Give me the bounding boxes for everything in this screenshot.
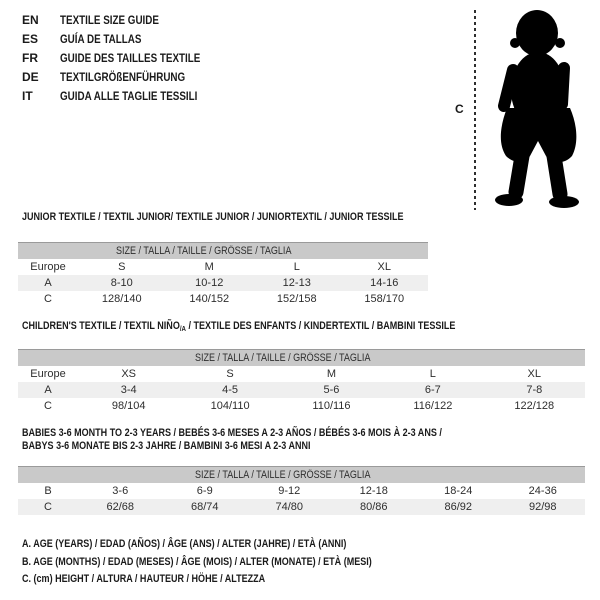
toddler-silhouette-icon — [482, 8, 598, 214]
children-textile-section — [18, 320, 585, 414]
legend-text: B. AGE (MONTHS) / EDAD (MESES) / ÂGE (MOIS) / ALTER (MONATE) / ETÀ (MESI) — [22, 555, 372, 568]
language-title: GUIDE DES TAILLES TEXTILE — [60, 50, 201, 65]
size-cell: 7-8 — [526, 384, 543, 396]
size-cell: 12-13 — [282, 277, 311, 289]
size-cell: L — [293, 261, 300, 273]
size-cell: L — [429, 368, 436, 380]
row-label: A — [44, 277, 52, 289]
size-cell: 104/110 — [210, 400, 250, 412]
language-title: GUIDA ALLE TAGLIE TESSILI — [60, 88, 198, 103]
language-code: IT — [22, 88, 33, 103]
section-title-text: JUNIOR TEXTILE / TEXTIL JUNIOR/ TEXTILE JUNIOR / JUNIORTEXTIL / JUNIOR TESSILE — [22, 211, 404, 223]
table-row — [18, 499, 585, 515]
size-cell: 140/152 — [189, 293, 230, 305]
size-cell: 24-36 — [528, 485, 557, 497]
size-cell: XS — [121, 368, 137, 380]
language-title: TEXTILE SIZE GUIDE — [60, 12, 159, 27]
size-header-bar — [18, 467, 585, 484]
size-cell: M — [326, 368, 337, 380]
legend-text: C. (cm) HEIGHT / ALTURA / HAUTEUR / HÖHE / ALTEZZA — [22, 573, 266, 585]
row-label: Europe — [30, 368, 66, 380]
size-cell: 86/92 — [444, 501, 473, 513]
table-row — [18, 366, 585, 382]
measure-legend — [22, 536, 449, 589]
row-label: B — [44, 485, 52, 497]
size-cell: 3-6 — [112, 485, 129, 497]
size-cell: S — [226, 368, 234, 380]
table-row — [18, 398, 585, 414]
language-row — [22, 86, 231, 105]
size-header-bar — [18, 243, 428, 260]
table-row — [18, 382, 585, 398]
size-header-label: SIZE / TALLA / TAILLE / GRÖSSE / TAGLIA — [116, 245, 292, 257]
size-cell: 110/116 — [312, 400, 351, 412]
legend-text: A. AGE (YEARS) / EDAD (AÑOS) / ÂGE (ANS) / ALTER (JAHRE) / ETÀ (ANNI) — [22, 538, 347, 550]
size-cell: 3-4 — [120, 384, 137, 396]
size-cell: 9-12 — [278, 485, 301, 497]
size-cell: 10-12 — [195, 277, 224, 289]
size-cell: 8-10 — [110, 277, 133, 289]
babies-section — [18, 427, 585, 515]
language-row — [22, 29, 231, 48]
section-title-text: / TEXTILE DES ENFANTS / KINDERTEXTIL / BAMBINI TESSILE — [185, 320, 456, 332]
height-measure-dotted-line — [474, 10, 476, 210]
language-code: ES — [22, 31, 39, 46]
size-cell: 62/68 — [106, 501, 135, 513]
size-cell: 122/128 — [514, 400, 555, 412]
size-cell: 98/104 — [111, 400, 146, 412]
row-label: A — [44, 384, 52, 396]
size-cell: 128/140 — [101, 293, 142, 305]
language-code: EN — [22, 12, 39, 27]
size-cell: 92/98 — [528, 501, 557, 513]
size-cell: 14-16 — [370, 277, 399, 289]
language-code: FR — [22, 50, 38, 65]
babies-size-table — [18, 466, 585, 515]
size-cell: S — [118, 261, 126, 273]
size-cell: 6-9 — [196, 485, 213, 497]
language-title: GUÍA DE TALLAS — [60, 31, 142, 46]
size-header-label: SIZE / TALLA / TAILLE / GRÖSSE / TAGLIA — [194, 469, 370, 481]
table-row — [18, 259, 428, 275]
table-row — [18, 275, 428, 291]
section-title-text: BABIES 3-6 MONTH TO 2-3 YEARS / BEBÉS 3-6 MESES A 2-3 AÑOS / BÉBÉS 3-6 MOIS À 2-3 ANS / — [22, 427, 442, 439]
language-code: DE — [22, 69, 39, 84]
size-header-bar — [18, 350, 585, 367]
language-row — [22, 10, 231, 29]
children-size-table — [18, 349, 585, 414]
size-cell: 68/74 — [190, 501, 219, 513]
babies-section-title — [18, 427, 585, 453]
table-row — [18, 483, 585, 499]
junior-section-title — [18, 211, 428, 224]
row-label: C — [44, 400, 52, 412]
section-title-text: CHILDREN'S TEXTILE / TEXTIL NIÑO — [22, 320, 180, 332]
junior-size-table — [18, 242, 428, 307]
junior-textile-section — [18, 211, 428, 307]
height-measure-label: C — [455, 102, 464, 116]
size-cell: XL — [377, 261, 391, 273]
row-label: C — [44, 293, 52, 305]
size-cell: 4-5 — [222, 384, 239, 396]
row-label: C — [44, 501, 52, 513]
language-guide — [22, 10, 231, 105]
section-title-text: BABYS 3-6 MONATE BIS 2-3 JAHRE / BAMBINI 3-6 MESI A 2-3 ANNI — [22, 440, 311, 452]
size-cell: 158/170 — [364, 293, 405, 305]
section-title-text: /A — [179, 324, 186, 333]
table-row — [18, 291, 428, 307]
size-cell: 5-6 — [323, 384, 340, 396]
size-cell: XL — [527, 368, 542, 380]
legend-line-c — [22, 571, 449, 589]
size-cell: 116/122 — [413, 400, 453, 412]
language-row — [22, 67, 231, 86]
size-cell: 152/158 — [276, 293, 317, 305]
size-cell: 12-18 — [359, 485, 388, 497]
size-cell: M — [204, 261, 214, 273]
size-cell: 80/86 — [359, 501, 388, 513]
size-cell: 18-24 — [444, 485, 473, 497]
children-section-title — [18, 320, 585, 333]
legend-line-a — [22, 536, 449, 554]
legend-line-b — [22, 554, 449, 572]
language-row — [22, 48, 231, 67]
size-header-label: SIZE / TALLA / TAILLE / GRÖSSE / TAGLIA — [194, 352, 370, 364]
size-cell: 6-7 — [424, 384, 441, 396]
row-label: Europe — [30, 261, 66, 273]
language-title: TEXTILGRÖßENFÜHRUNG — [60, 69, 186, 84]
size-cell: 74/80 — [275, 501, 304, 513]
